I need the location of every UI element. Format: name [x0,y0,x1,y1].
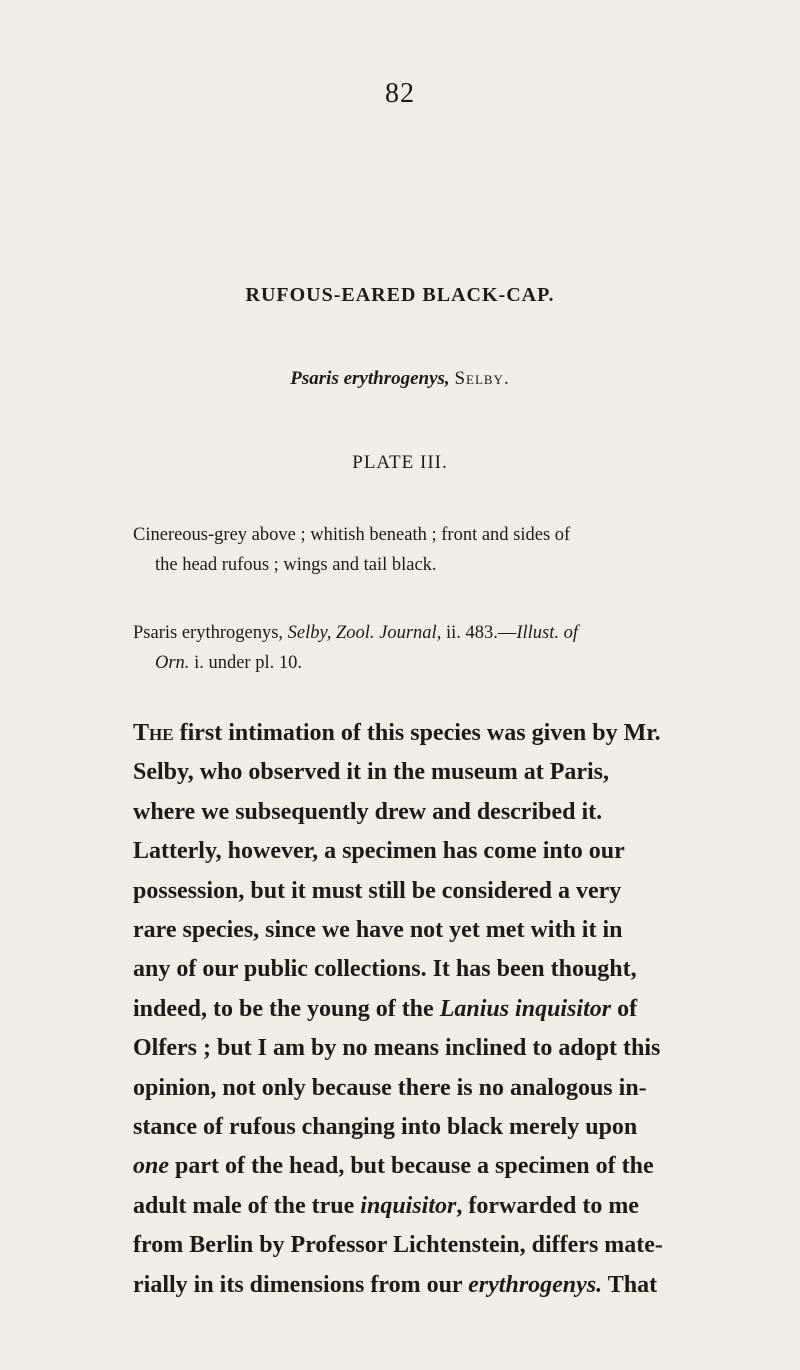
synonymy-line [133,648,800,678]
body-line: rare species, since we have not yet met with it in [133,917,623,944]
synonymy-species: Psaris erythrogenys, [133,623,284,643]
species-latin-name: Psaris erythrogenys, [290,368,450,389]
body-line-text: , forwarded to me [456,1192,639,1219]
page-number: 82 [385,78,415,109]
body-line-text: rially in its dimensions from our [133,1271,469,1298]
plate-label: PLATE III. [352,452,448,473]
description-line: Cinereous-grey above ; whitish beneath ; front and sides of [133,525,571,545]
body-line-text: That [602,1271,658,1298]
species-subtitle [0,368,800,390]
synonymy-illust: Illust. of [516,623,579,643]
body-line: Latterly, however, a specimen has come into our [133,838,625,865]
body-line-text: indeed, to be the young of the [133,995,440,1022]
body-line: from Berlin by Professor Lichtenstein, differs mate- [133,1232,663,1259]
emphasis-word: one [133,1153,169,1180]
body-line [133,714,800,753]
body-paragraph [133,714,800,1305]
body-line-text: part of the head, but because a specimen of the [169,1153,654,1180]
body-line: possession, but it must still be considered a very [133,877,622,904]
synonymy-reference [133,618,800,678]
body-line-text: adult male of the true [133,1192,361,1219]
body-line: opinion, not only because there is no analogous in- [133,1074,647,1101]
species-reference: erythrogenys. [468,1271,603,1298]
synonymy-journal: Zool. Journal, [335,623,442,643]
synonymy-plate-ref: i. under pl. 10. [194,653,302,673]
synonymy-line [133,618,800,648]
body-line [133,1187,800,1226]
body-line: Olfers ; but I am by no means inclined to adopt this [133,1035,661,1062]
species-description [133,520,800,580]
species-author: Selby. [454,368,510,389]
body-line-text: of [611,995,638,1022]
body-line [133,1147,800,1186]
section-title: RUFOUS-EARED BLACK-CAP. [245,284,555,306]
species-reference: Lanius inquisitor [439,995,612,1022]
body-line: any of our public collections. It has been thought, [133,956,637,983]
body-line [133,990,800,1029]
synonymy-orn: Orn. [155,653,190,673]
body-line [133,1266,800,1305]
synonymy-ref: ii. 483.— [445,623,517,643]
synonymy-author: Selby, [287,623,332,643]
body-line: stance of rufous changing into black merely upon [133,1114,638,1141]
body-line-text: first intimation of this species was given by Mr. [173,720,661,746]
description-line: the head rufous ; wings and tail black. [155,555,437,575]
first-word: The [133,720,174,746]
body-line: Selby, who observed it in the museum at Paris, [133,759,610,786]
species-reference: inquisitor [360,1192,457,1219]
body-line: where we subsequently drew and described it. [133,798,603,825]
